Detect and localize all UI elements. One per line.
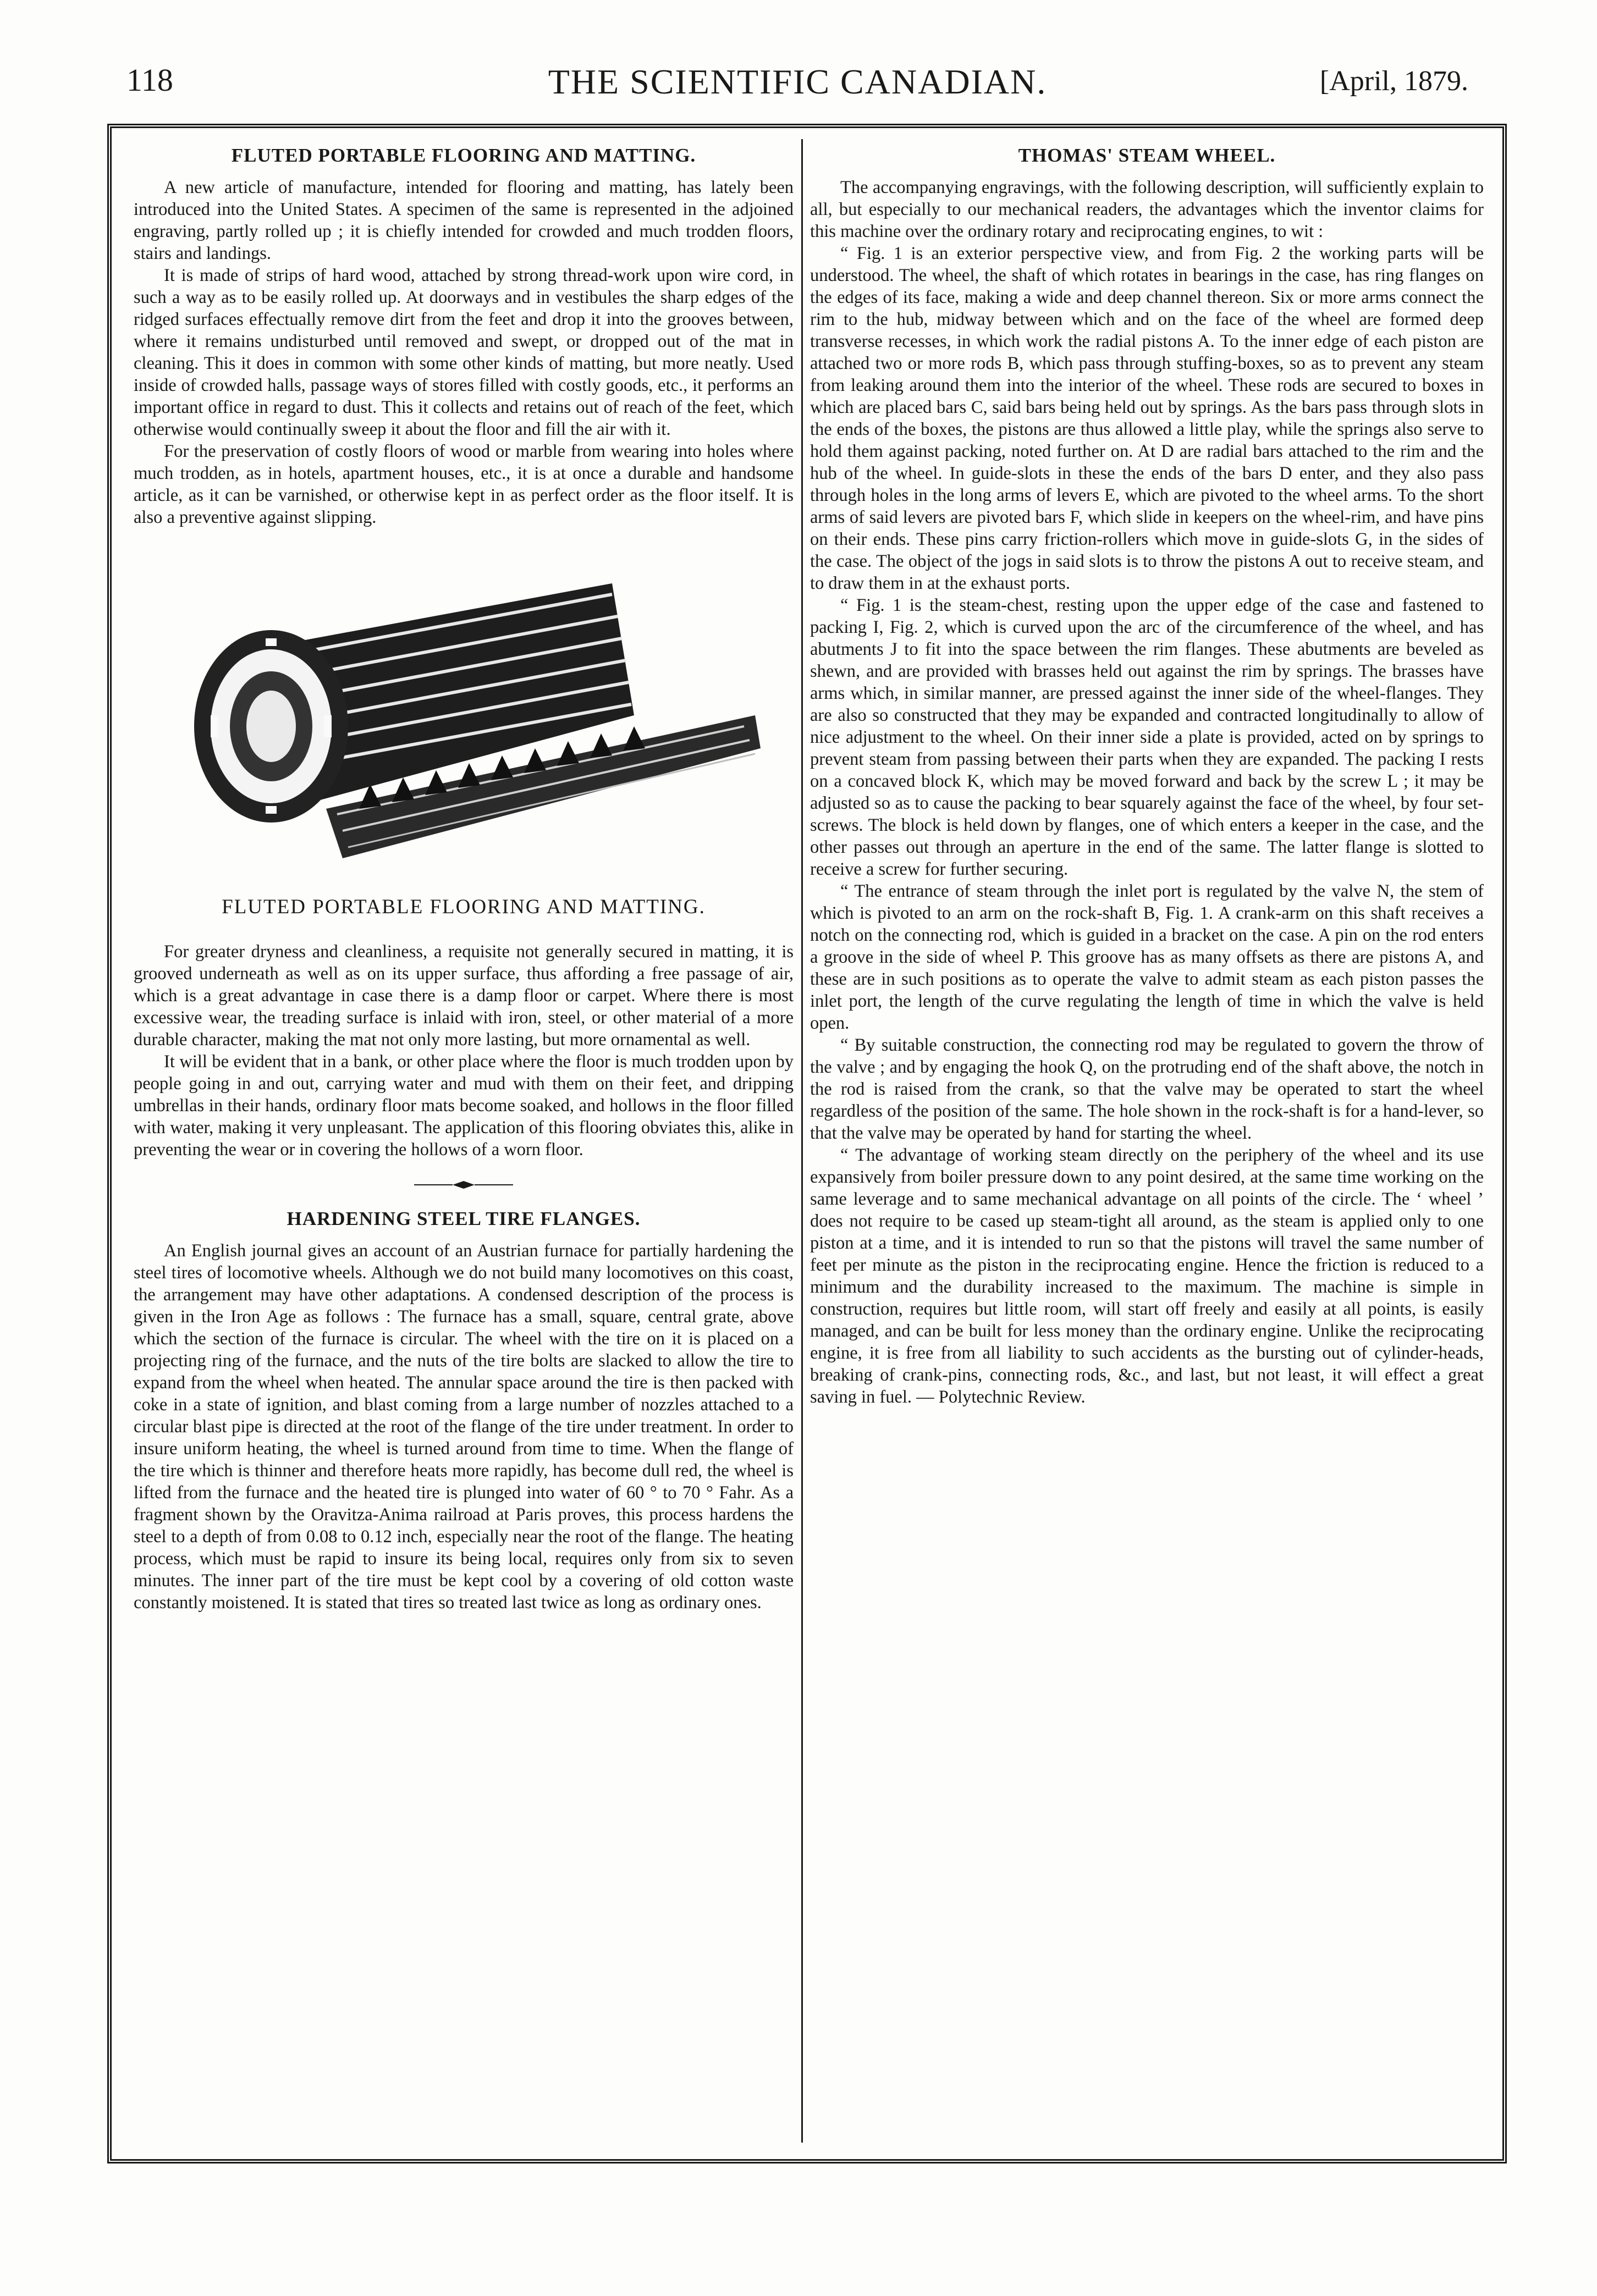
left-column bbox=[134, 145, 794, 2137]
page-frame bbox=[107, 124, 1507, 2163]
paragraph: For the preservation of costly floors of wood or marble from wearing into holes where much trodden, as in hotels, apartment houses, etc., it is at once a durable and handsome article, as it can be varnished, or otherwise kept in as perfect order as the floor itself. It is also a preventive against slipping. bbox=[134, 441, 794, 527]
paragraph: “ Fig. 1 is the steam-chest, resting upon the upper edge of the case and fastened to packing I, Fig. 2, which is curved upon the arc of the circumference of the wheel, and has abutments J to fit into the space between the rim flanges. These abutments are beveled as shewn, and are provided with brasses held out against the rim by springs. The brasses have arms which, in similar manner, are pressed against the inner side of the wheel-flanges. They are also so constructed that they may be expanded and contracted longitudinally to allow of nice adjustment to the wheel. On their inner side a plate is provided, acted on by springs to prevent steam from passing between their parts when they are expanded. The packing I rests on a concaved block K, which may be moved forward and back by the screw L ; it may be adjusted so as to cause the packing to bear squarely against the face of the wheel, by four set-screws. The block is held down by flanges, one of which enters a keeper in the case, and the other passes out through an aperture in the end of the same. The latter flange is slotted to receive a screw for further securing. bbox=[810, 595, 1484, 879]
ornament-icon bbox=[414, 1179, 513, 1190]
article-title-steam-wheel: THOMAS' STEAM WHEEL. bbox=[1018, 145, 1276, 166]
paragraph: For greater dryness and cleanliness, a requisite not generally secured in matting, it is grooved underneath as well as on its upper surface, thus affording a free passage of air, which is a great advantage in case there is a damp floor or carpet. Where there is most excessive wear, the treading surface is inlaid with iron, steel, or other material of a more durable character, making the mat not only more lasting, but more ornamental as well. bbox=[134, 942, 794, 1050]
article-title-flooring: FLUTED PORTABLE FLOORING AND MATTING. bbox=[231, 145, 696, 166]
matting-engraving bbox=[134, 550, 794, 883]
journal-title: THE SCIENTIFIC CANADIAN. bbox=[548, 62, 1047, 101]
page-number: 118 bbox=[126, 62, 173, 98]
paragraph: A new article of manufacture, intended for flooring and matting, has lately been introduced into the United States. A specimen of the same is represented in the adjoined engraving, partly rolled up ; it is chiefly intended for crowded and much trodden floors, stairs and landings. bbox=[134, 178, 794, 263]
column-rule bbox=[801, 139, 803, 2143]
paragraph: The accompanying engravings, with the following description, will sufficiently explain to all, but especially to our mechanical readers, the advantages which the inventor claims for this machine over the ordinary rotary and reciprocating engines, to wit : bbox=[810, 178, 1484, 241]
issue-date: [April, 1879. bbox=[1319, 65, 1468, 97]
paragraph: An English journal gives an account of an Austrian furnace for partially hardening the steel tires of locomotive wheels. Although we do not build many locomotives on this coast, the arrangement may have other adaptations. A condensed description of the process is given in the Iron Age as follows : The furnace has a small, square, central grate, above which the section of the furnace is circular. The wheel with the tire on it is placed on a projecting ring of the furnace, and the nuts of the tire bolts are slacked to allow the tire to expand from the wheel when heated. The annular space around the tire is then packed with coke in a state of ignition, and blast coming from a large number of nozzles attached to a circular blast pipe is directed at the root of the flange of the tire under treatment. In order to insure uniform heating, the wheel is turned around from time to time. When the flange of the tire which is thinner and therefore heats more rapidly, has become dull red, the wheel is lifted from the furnace and the heated tire is plunged into water of 60 ° to 70 ° Fahr. As a fragment shown by the Oravitza-Anima railroad at Paris proves, this process hardens the steel to a depth of from 0.08 to 0.12 inch, especially near the root of the flange. The heating process, which must be rapid to insure its being local, requires only from six to seven minutes. The inner part of the tire must be kept cool by a covering of old cotton waste constantly moistened. It is stated that tires so treated last twice as long as ordinary ones. bbox=[134, 1241, 794, 1613]
paragraph: “ The entrance of steam through the inlet port is regulated by the valve N, the stem of which is pivoted to an arm on the rock-shaft B, Fig. 1. A crank-arm on this shaft receives a notch on the connecting rod, which is guided in a bracket on the case. A pin on the rod enters a groove in the side of wheel P. This groove has as many offsets as there are pistons A, and these are in such positions as to operate the valve to admit steam as each piston passes the inlet port, the length of the curve regulating the length of time in which the valve is held open. bbox=[810, 881, 1484, 1033]
paragraph: “ By suitable construction, the connecting rod may be regulated to govern the throw of the valve ; and by engaging the hook Q, on the protruding end of the shaft above, the notch in the rod is raised from the crank, so that the valve may be operated to start the wheel regardless of the position of the same. The hole shown in the rock-shaft is for a hand-lever, so that the valve may be operated by hand for starting the wheel. bbox=[810, 1035, 1484, 1143]
paragraph: “ Fig. 1 is an exterior perspective view, and from Fig. 2 the working parts will be understood. The wheel, the shaft of which rotates in bearings in the case, has ring flanges on the edges of its face, making a wide and deep channel thereon. Six or more arms connect the rim to the hub, midway between which and on the face of the wheel are formed deep transverse recesses, in which work the radial pistons A. To the inner edge of each piston are attached two or more rods B, which pass through stuffing-boxes, so as to prevent any steam from leaking around them into the interior of the wheel. These rods are secured to boxes in which are placed bars C, said bars being held out by springs. As the bars pass through slots in the ends of the boxes, the pistons are thus allowed a little play, while the springs also serve to hold them against packing, noted further on. At D are radial bars attached to the rim and the hub of the wheel. In guide-slots in these the ends of the bars D enter, and they also pass through holes in the long arms of levers E, which are pivoted to the wheel arms. To the short arms of said levers are pivoted bars F, which slide in keepers on the wheel-rim, and have pins on their ends. These pins carry friction-rollers which move in guide-slots G, in the sides of the case. The object of the jogs in said slots is to throw the pistons A out to receive steam, and to draw them in at the exhaust ports. bbox=[810, 244, 1484, 593]
article-title-tire-flanges: HARDENING STEEL TIRE FLANGES. bbox=[287, 1208, 641, 1229]
paragraph: “ The advantage of working steam directly on the periphery of the wheel and its use expansively from boiler pressure down to any point desired, at the same time working on the same leverage and to same mechanical advantage on all points of the circle. The ‘ wheel ’ does not require to be cased up steam-tight all around, as the steam is applied only to one piston at a time, and it is intended to run so that the pistons will travel the same number of feet per minute as the piston in the reciprocating engine. Hence the friction is reduced to a minimum and the durability increased to the maximum. The machine is simple in construction, requires but little room, will start off freely and easily at all points, is easily managed, and can be built for less money than the ordinary engine. Unlike the reciprocating engine, it is free from all liability to such accidents as the bursting out of cylinder-heads, breaking of crank-pins, connecting rods, &c., and last, but not least, it will effect a great saving in fuel. — Polytechnic Review. bbox=[810, 1145, 1484, 1407]
rolled-matting-illustration bbox=[161, 550, 766, 880]
figure-caption: FLUTED PORTABLE FLOORING AND MATTING. bbox=[222, 896, 706, 918]
paragraph: It will be evident that in a bank, or other place where the floor is much trodden upon by people going in and out, carrying water and mud with them on their feet, and dripping umbrellas in their hands, ordinary floor mats become soaked, and hollows in the floor filled with water, making it very unpleasant. The application of this flooring obviates this, alike in preventing the wear or in covering the hollows of a worn floor. bbox=[134, 1052, 794, 1160]
paragraph: It is made of strips of hard wood, attached by strong thread-work upon wire cord, in such a way as to be easily rolled up. At doorways and in vestibules the sharp edges of the ridged surfaces effectually remove dirt from the feet and drop it into the grooves between, where it remains undisturbed until removed and swept, or dropped out of the mat in cleaning. This it does in common with some other kinds of matting, but more neatly. Used inside of crowded halls, passage ways of stores filled with costly goods, etc., it performs an important office in regard to dust. This it collects and retains out of reach of the feet, which otherwise would continually sweep it about the floor and fill the air with it. bbox=[134, 266, 794, 439]
right-column bbox=[810, 145, 1484, 2137]
running-head bbox=[126, 62, 1468, 111]
section-divider bbox=[134, 1176, 794, 1195]
